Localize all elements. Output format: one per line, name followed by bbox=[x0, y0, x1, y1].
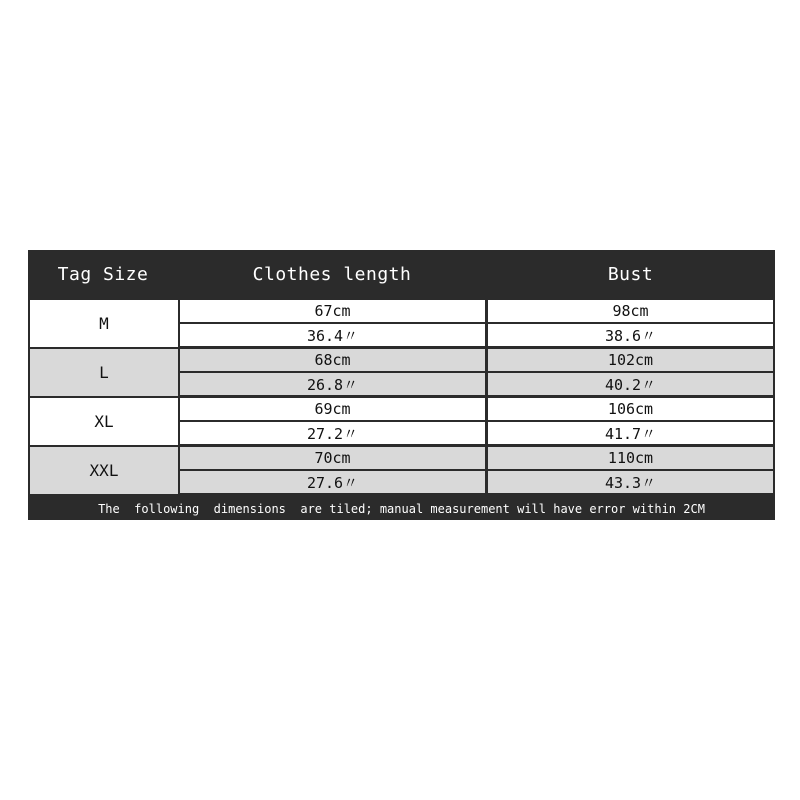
size-chart-table bbox=[28, 250, 775, 520]
length-in-xl: 27.2〃 bbox=[180, 422, 485, 444]
length-cm-xxl: 70cm bbox=[180, 447, 485, 469]
bust-cm-l: 102cm bbox=[488, 349, 773, 371]
header-clothes-length: Clothes length bbox=[252, 264, 412, 285]
length-in-m: 36.4〃 bbox=[180, 324, 485, 346]
bust-cm-xxl: 110cm bbox=[488, 447, 773, 469]
length-in-xxl: 27.6〃 bbox=[180, 471, 485, 493]
length-cm-m: 67cm bbox=[180, 300, 485, 322]
size-label-m: M bbox=[30, 300, 178, 347]
bust-in-m: 38.6〃 bbox=[488, 324, 773, 346]
size-label-xxl: XXL bbox=[30, 447, 178, 494]
size-label-l: L bbox=[30, 349, 178, 396]
length-in-l: 26.8〃 bbox=[180, 373, 485, 395]
bust-in-l: 40.2〃 bbox=[488, 373, 773, 395]
length-cm-l: 68cm bbox=[180, 349, 485, 371]
bust-cm-xl: 106cm bbox=[488, 398, 773, 420]
size-label-xl: XL bbox=[30, 398, 178, 445]
header-bust: Bust bbox=[607, 264, 654, 285]
bust-in-xl: 41.7〃 bbox=[488, 422, 773, 444]
bust-cm-m: 98cm bbox=[488, 300, 773, 322]
table-header bbox=[28, 250, 775, 298]
header-tag-size: Tag Size bbox=[57, 264, 149, 285]
bust-in-xxl: 43.3〃 bbox=[488, 471, 773, 493]
length-cm-xl: 69cm bbox=[180, 398, 485, 420]
measurement-note: The following dimensions are tiled; manual measurement will have error within 2CM bbox=[98, 501, 705, 516]
